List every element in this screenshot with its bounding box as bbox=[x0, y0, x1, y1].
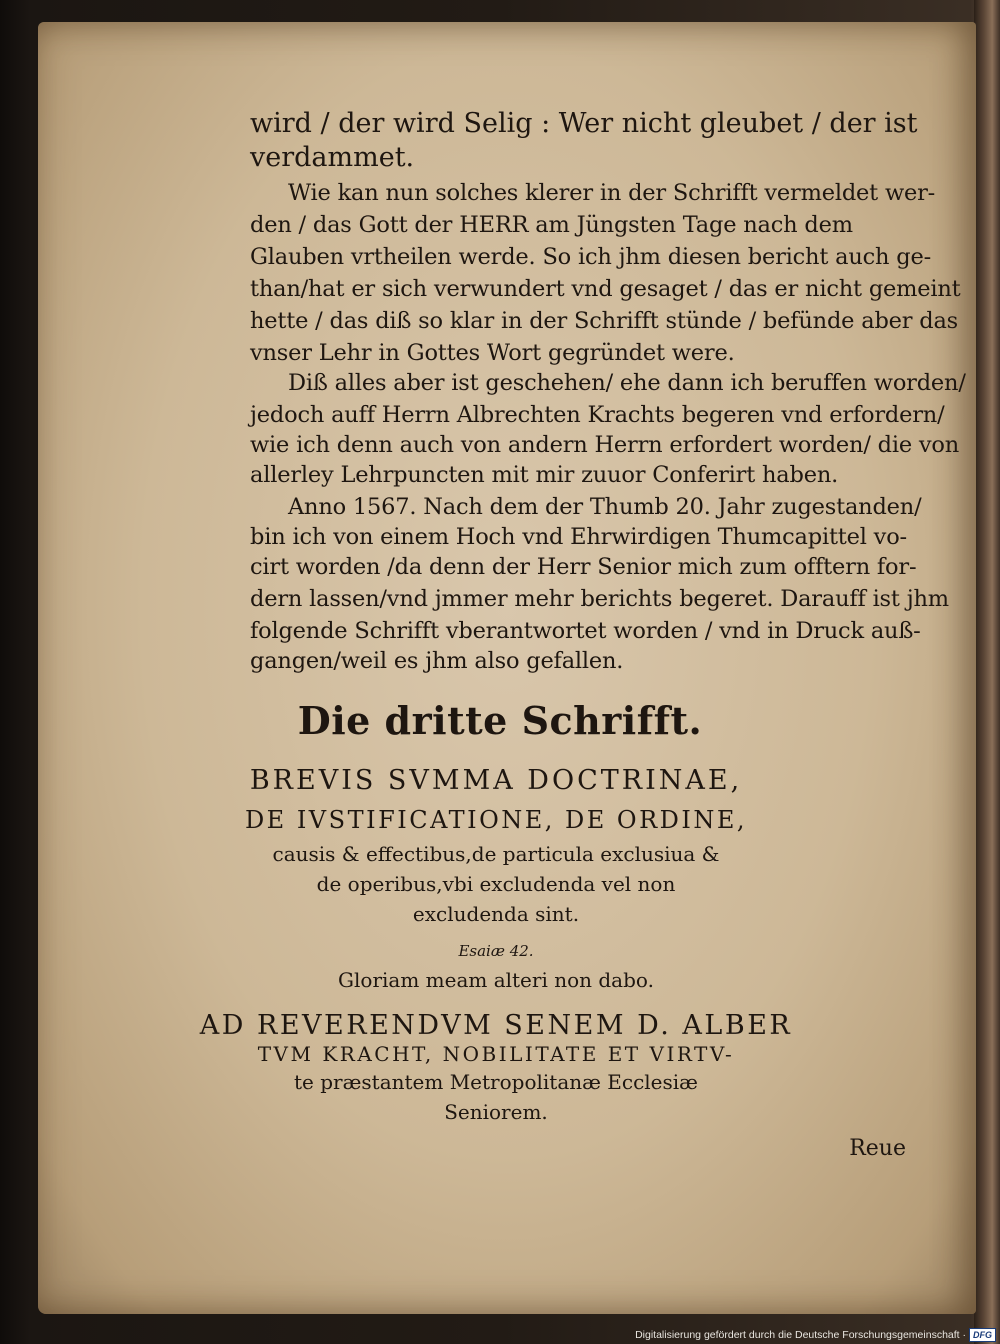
body-line-8: vnser Lehr in Gottes Wort gegründet were. bbox=[250, 340, 735, 366]
body-line-5: Glauben vrtheilen werde. So ich jhm diesen bericht auch ge- bbox=[250, 244, 932, 270]
latin-title-line-3: causis & effectibus,de particula exclusiua & bbox=[272, 842, 720, 866]
body-line-11: wie ich denn auch von andern Herrn erfordert worden/ die von bbox=[250, 432, 960, 458]
latin-title-line-1: BREVIS SVMMA DOCTRINAE, bbox=[249, 765, 743, 796]
body-line-12: allerley Lehrpuncten mit mir zuuor Conferirt haben. bbox=[250, 462, 839, 488]
body-line-13: Anno 1567. Nach dem der Thumb 20. Jahr zugestanden/ bbox=[288, 494, 922, 520]
body-line-2: verdammet. bbox=[250, 142, 415, 173]
dedication-line-4: Seniorem. bbox=[444, 1100, 548, 1124]
latin-title-line-4: de operibus,vbi excludenda vel non bbox=[316, 872, 676, 896]
dedication-line-1: AD REVERENDVM SENEM D. ALBER bbox=[199, 1010, 793, 1041]
citation-reference: Esaiæ 42. bbox=[458, 942, 534, 960]
digitization-credit bbox=[635, 1328, 996, 1342]
body-line-1: wird / der wird Selig : Wer nicht gleubet / der ist bbox=[250, 108, 918, 139]
body-line-10: jedoch auff Herrn Albrechten Krachts begeren vnd erfordern/ bbox=[250, 402, 945, 428]
body-line-7: hette / das diß so klar in der Schrifft stünde / befünde aber das bbox=[250, 308, 959, 334]
body-line-15: cirt worden /da denn der Herr Senior mich zum offtern for- bbox=[250, 554, 917, 580]
body-line-18: gangen/weil es jhm also gefallen. bbox=[250, 648, 624, 674]
section-heading: Die dritte Schrifft. bbox=[297, 698, 703, 743]
body-line-3: Wie kan nun solches klerer in der Schrifft vermeldet wer- bbox=[288, 180, 936, 206]
body-line-4: den / das Gott der HERR am Jüngsten Tage nach dem bbox=[250, 212, 853, 238]
dfg-logo: DFG bbox=[969, 1328, 996, 1342]
latin-title-line-2: DE IVSTIFICATIONE, DE ORDINE, bbox=[244, 806, 748, 834]
catchword: Reue bbox=[849, 1136, 906, 1161]
body-line-9: Diß alles aber ist geschehen/ ehe dann ich beruffen worden/ bbox=[288, 370, 966, 396]
dedication-line-3: te præstantem Metropolitanæ Ecclesiæ bbox=[294, 1070, 698, 1094]
credit-text: Digitalisierung gefördert durch die Deutsche Forschungsgemeinschaft · bbox=[635, 1329, 966, 1341]
body-line-16: dern lassen/vnd jmmer mehr berichts begeret. Darauff ist jhm bbox=[250, 586, 949, 612]
body-line-17: folgende Schrifft vberantwortet worden / vnd in Druck auß- bbox=[250, 618, 921, 644]
dedication-line-2: TVM KRACHT, NOBILITATE ET VIRTV- bbox=[257, 1042, 735, 1066]
body-line-14: bin ich von einem Hoch vnd Ehrwirdigen Thumcapittel vo- bbox=[250, 524, 907, 550]
citation-quote: Gloriam meam alteri non dabo. bbox=[338, 968, 654, 992]
book-binding-edge bbox=[974, 0, 1000, 1344]
latin-title-line-5: excludenda sint. bbox=[412, 902, 580, 926]
body-line-6: than/hat er sich verwundert vnd gesaget / das er nicht gemeint bbox=[250, 276, 961, 302]
